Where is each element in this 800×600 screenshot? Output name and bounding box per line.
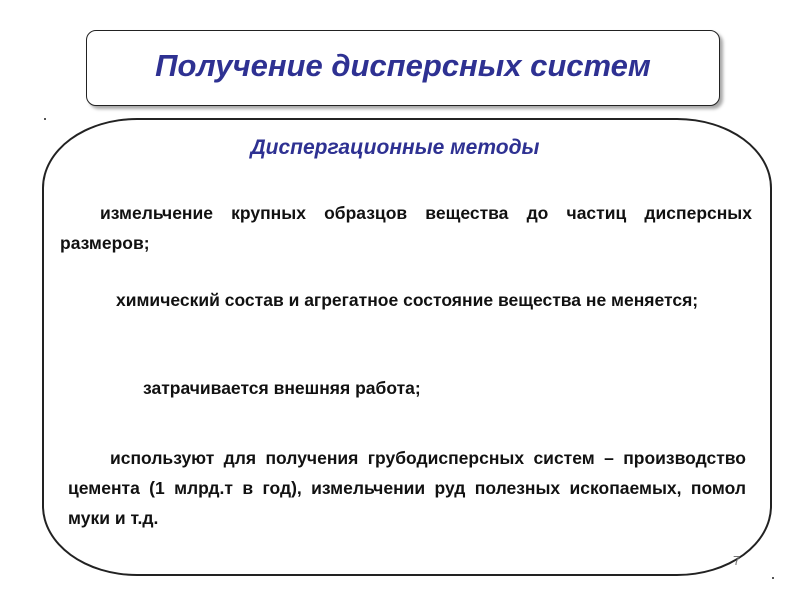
title-box (86, 30, 720, 106)
paragraph-1 (60, 198, 752, 258)
slide-title: Получение дисперсных систем (155, 48, 651, 83)
decorative-dot (44, 118, 46, 120)
paragraph-4-text: используют для получения грубодисперсных систем – производство цемента (1 млрд.т в год), измельчении руд полезных ископаемых, помол муки и т.д. (68, 448, 746, 528)
paragraph-4 (68, 443, 746, 533)
section-subtitle: Диспергационные методы (250, 136, 540, 159)
slide-number: 7 (733, 553, 741, 568)
decorative-dot (772, 577, 774, 579)
paragraph-2 (74, 285, 744, 315)
paragraph-3: затрачивается внешняя работа; (143, 378, 421, 398)
paragraph-2-text: химический состав и агрегатное состояние вещества не меняется; (116, 290, 699, 310)
paragraph-1-text: измельчение крупных образцов вещества до частиц дисперсных размеров; (60, 203, 752, 253)
